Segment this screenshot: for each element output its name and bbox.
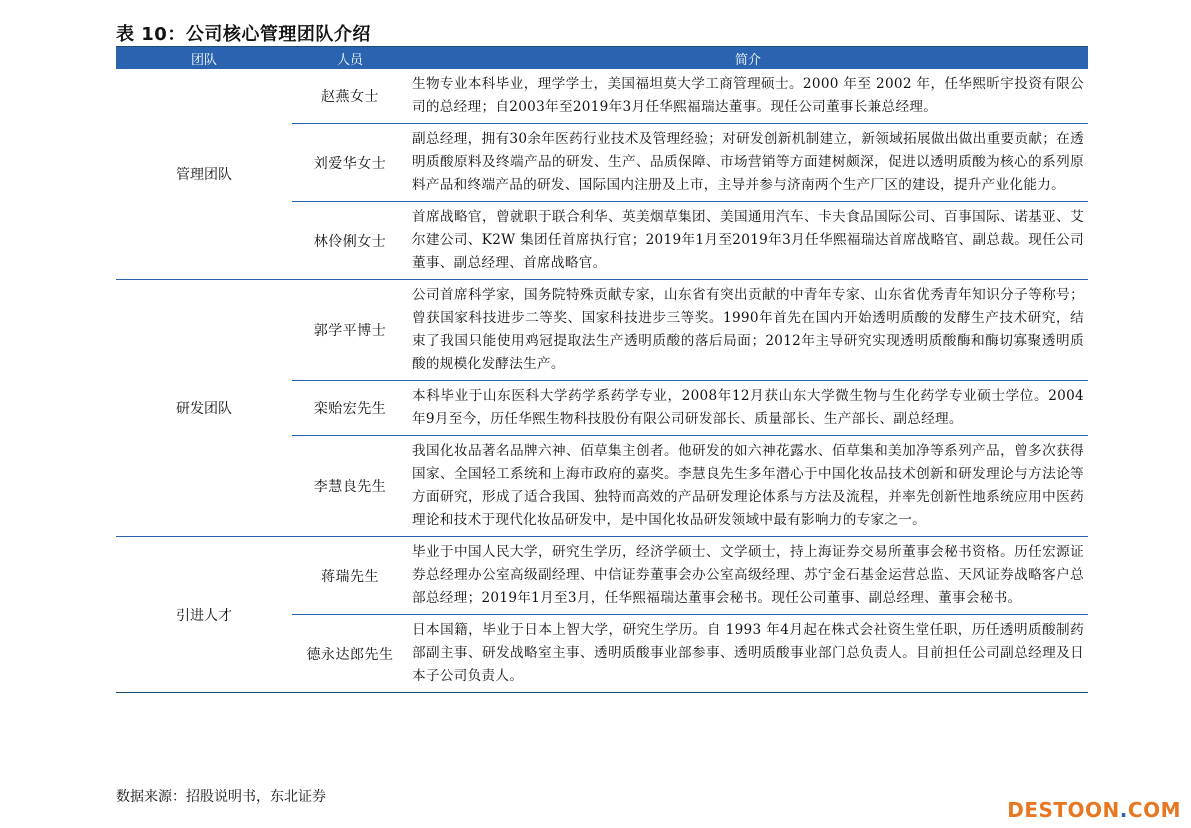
group-name: 引进人才 (176, 607, 232, 624)
group-rnd (116, 280, 1088, 537)
table-row (292, 202, 1088, 279)
person-intro: 公司首席科学家，国务院特殊贡献专家，山东省有突出贡献的中青年专家、山东省优秀青年知识分子等称号；曾获国家科技进步二等奖、国家科技进步三等奖。1990年首先在国内开始透明质酸的发酵生产技术研究，结束了我国只能使用鸡冠提取法生产透明质酸的落后局面；2012年主导研究实现透明质酸酶和酶切寡聚透明质酸的规模化发酵法生产。 (412, 287, 1084, 372)
group-name: 研发团队 (176, 401, 232, 417)
table-title: 表 10：公司核心管理团队介绍 (116, 24, 371, 45)
person-name: 李慧良先生 (313, 479, 387, 495)
table-row (292, 280, 1088, 381)
table-row (292, 381, 1088, 436)
person-intro: 首席战略官，曾就职于联合利华、英美烟草集团、美国通用汽车、卡夫食品国际公司、百事国际、诺基亚、艾尔建公司、K2W 集团任首席执行官；2019年1月至2019年3月任华熙福瑞达首席战略官、副总裁。现任公司董事、副总经理、首席战略官。 (412, 209, 1084, 271)
data-source-note: 数据来源：招股说明书，东北证券 (116, 789, 326, 805)
watermark-left: DESTOON (1007, 798, 1120, 822)
table-row (292, 537, 1088, 615)
person-intro: 本科毕业于山东医科大学药学系药学专业，2008年12月获山东大学微生物与生化药学专业硕士学位。2004年9月至今，历任华熙生物科技股份有限公司研发部长、质量部长、生产部长、副总经理。 (412, 388, 1084, 427)
table-row (292, 436, 1088, 536)
person-name: 蒋瑞先生 (321, 568, 379, 585)
person-name: 赵燕女士 (321, 89, 379, 105)
watermark-dot: . (1119, 798, 1128, 822)
header-intro: 简介 (734, 52, 761, 68)
table-row (292, 615, 1088, 692)
table-row (292, 124, 1088, 202)
person-intro: 我国化妆品著名品牌六神、佰草集主创者。他研发的如六神花露水、佰草集和美加净等系列产品，曾多次获得国家、全国轻工系统和上海市政府的嘉奖。李慧良先生多年潜心于中国化妆品技术创新和研发理论与方法论等方面研究，形成了适合我国、独特而高效的产品研发理论体系与方法及流程，并率先创新性地系统应用中医药理论和技术于现代化妆品研发中，是中国化妆品研发领域中最有影响力的专家之一。 (412, 443, 1084, 528)
management-team-table (116, 46, 1088, 693)
person-intro: 日本国籍，毕业于日本上智大学，研究生学历。自 1993 年4月起在株式会社资生堂任职，历任透明质酸制药部副主事、研发战略室主事、透明质酸事业部参事、透明质酸事业部门总负责人。目前担任公司副总经理及日本子公司负责人。 (412, 622, 1084, 684)
person-intro: 毕业于中国人民大学，研究生学历，经济学硕士、文学硕士，持上海证券交易所董事会秘书资格。历任宏源证券总经理办公室高级副经理、中信证券董事会办公室高级经理、苏宁金石基金运营总监、天风证券战略客户总部总经理；2019年1月至3月，任华熙福瑞达董事会秘书。现任公司董事、副总经理、董事会秘书。 (412, 544, 1084, 606)
person-name: 栾贻宏先生 (313, 401, 387, 417)
table-row (292, 69, 1088, 124)
person-intro: 生物专业本科毕业，理学学士，美国福坦莫大学工商管理硕士。2000 年至 2002 年，任华熙昕宇投资有限公司的总经理；自2003年至2019年3月任华熙福瑞达董事。现任公司董事长兼总经理。 (412, 76, 1084, 115)
watermark-right: COM (1127, 798, 1181, 822)
group-management (116, 69, 1088, 280)
header-team: 团队 (190, 52, 217, 68)
person-intro: 副总经理，拥有30余年医药行业技术及管理经验；对研发创新机制建立，新领域拓展做出做出重要贡献；在透明质酸原料及终端产品的研发、生产、品质保障、市场营销等方面建树颇深，促进以透明质酸为核心的系列原料产品和终端产品的研发、国际国内注册及上市，主导并参与济南两个生产厂区的建设，提升产业化能力。 (412, 131, 1084, 193)
table-header-row (116, 47, 1088, 69)
person-name: 郭学平博士 (313, 323, 387, 339)
person-name: 德永达郎先生 (306, 646, 394, 663)
group-name: 管理团队 (176, 167, 232, 183)
watermark-logo (1007, 798, 1181, 822)
header-person: 人员 (336, 52, 363, 68)
person-name: 刘爱华女士 (313, 155, 387, 172)
person-name: 林伶俐女士 (313, 233, 387, 250)
group-talent (116, 537, 1088, 693)
